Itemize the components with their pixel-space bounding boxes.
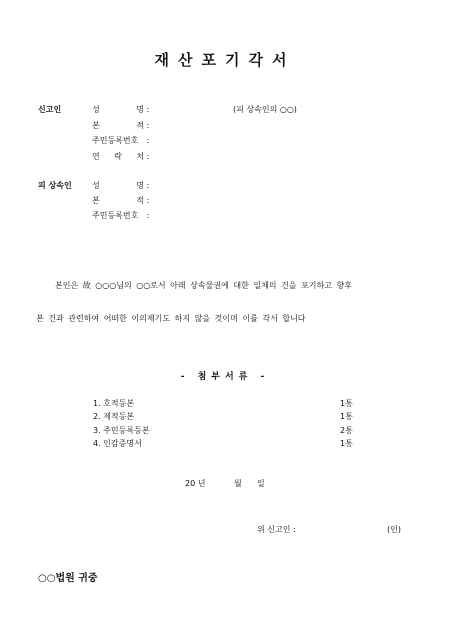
- seal-mark: (인): [387, 525, 401, 534]
- field-sep: :: [146, 152, 150, 161]
- attachment-name: 4. 인감증명서: [93, 439, 142, 448]
- attachment-count: 1통: [340, 399, 353, 408]
- field-label: 주민등록번호: [92, 136, 139, 145]
- field-sep: :: [146, 105, 150, 114]
- declarant-heading: 신고인: [38, 105, 62, 114]
- decedent-id-row: [92, 210, 149, 221]
- attachment-count: 1통: [340, 412, 353, 421]
- attachment-count: 1통: [340, 439, 353, 448]
- field-label: 연 락 처: [92, 152, 144, 161]
- field-sep: :: [146, 121, 150, 130]
- attachment-count: 2통: [340, 426, 353, 435]
- decedent-name-row: [92, 180, 149, 191]
- date-month: 월: [234, 479, 242, 488]
- field-label: 본 적: [92, 121, 144, 130]
- field-sep: :: [146, 211, 150, 220]
- declarant-id-row: [92, 135, 149, 146]
- declarant-relation-note: (피 상속인의 ○○): [233, 105, 297, 114]
- field-sep: :: [146, 136, 150, 145]
- date-year: 20 년: [185, 479, 206, 488]
- signature-label: 위 신고인 :: [257, 525, 296, 534]
- field-label: 성 명: [92, 105, 144, 114]
- date-day: 일: [257, 479, 265, 488]
- declarant-contact-row: [92, 151, 149, 162]
- document-title: 재산포기각서: [154, 51, 296, 69]
- statement-line-1: 본인은 故 ○○○님의 ○○로서 아래 상속물권에 대한 일체의 건을 포기하고 향후: [55, 281, 352, 290]
- declarant-origin-row: [92, 120, 149, 131]
- statement-line-2: 본 건과 관련하여 어떠한 이의제기도 하지 않을 것이며 이를 각서 합니다: [36, 314, 306, 323]
- attachments-heading: - 첨부서류 -: [180, 372, 270, 382]
- attachment-name: 3. 주민등록등본: [93, 426, 150, 435]
- field-label: 본 적: [92, 196, 144, 205]
- court-addressee: ○○법원 귀중: [38, 573, 98, 584]
- decedent-heading: 피 상속인: [38, 181, 72, 190]
- field-sep: :: [146, 196, 150, 205]
- field-sep: :: [146, 181, 150, 190]
- decedent-origin-row: [92, 195, 149, 206]
- field-label: 주민등록번호: [92, 211, 139, 220]
- attachment-name: 2. 제적등본: [93, 412, 135, 421]
- attachment-name: 1. 호적등본: [93, 399, 135, 408]
- declarant-name-row: [92, 104, 149, 115]
- field-label: 성 명: [92, 181, 144, 190]
